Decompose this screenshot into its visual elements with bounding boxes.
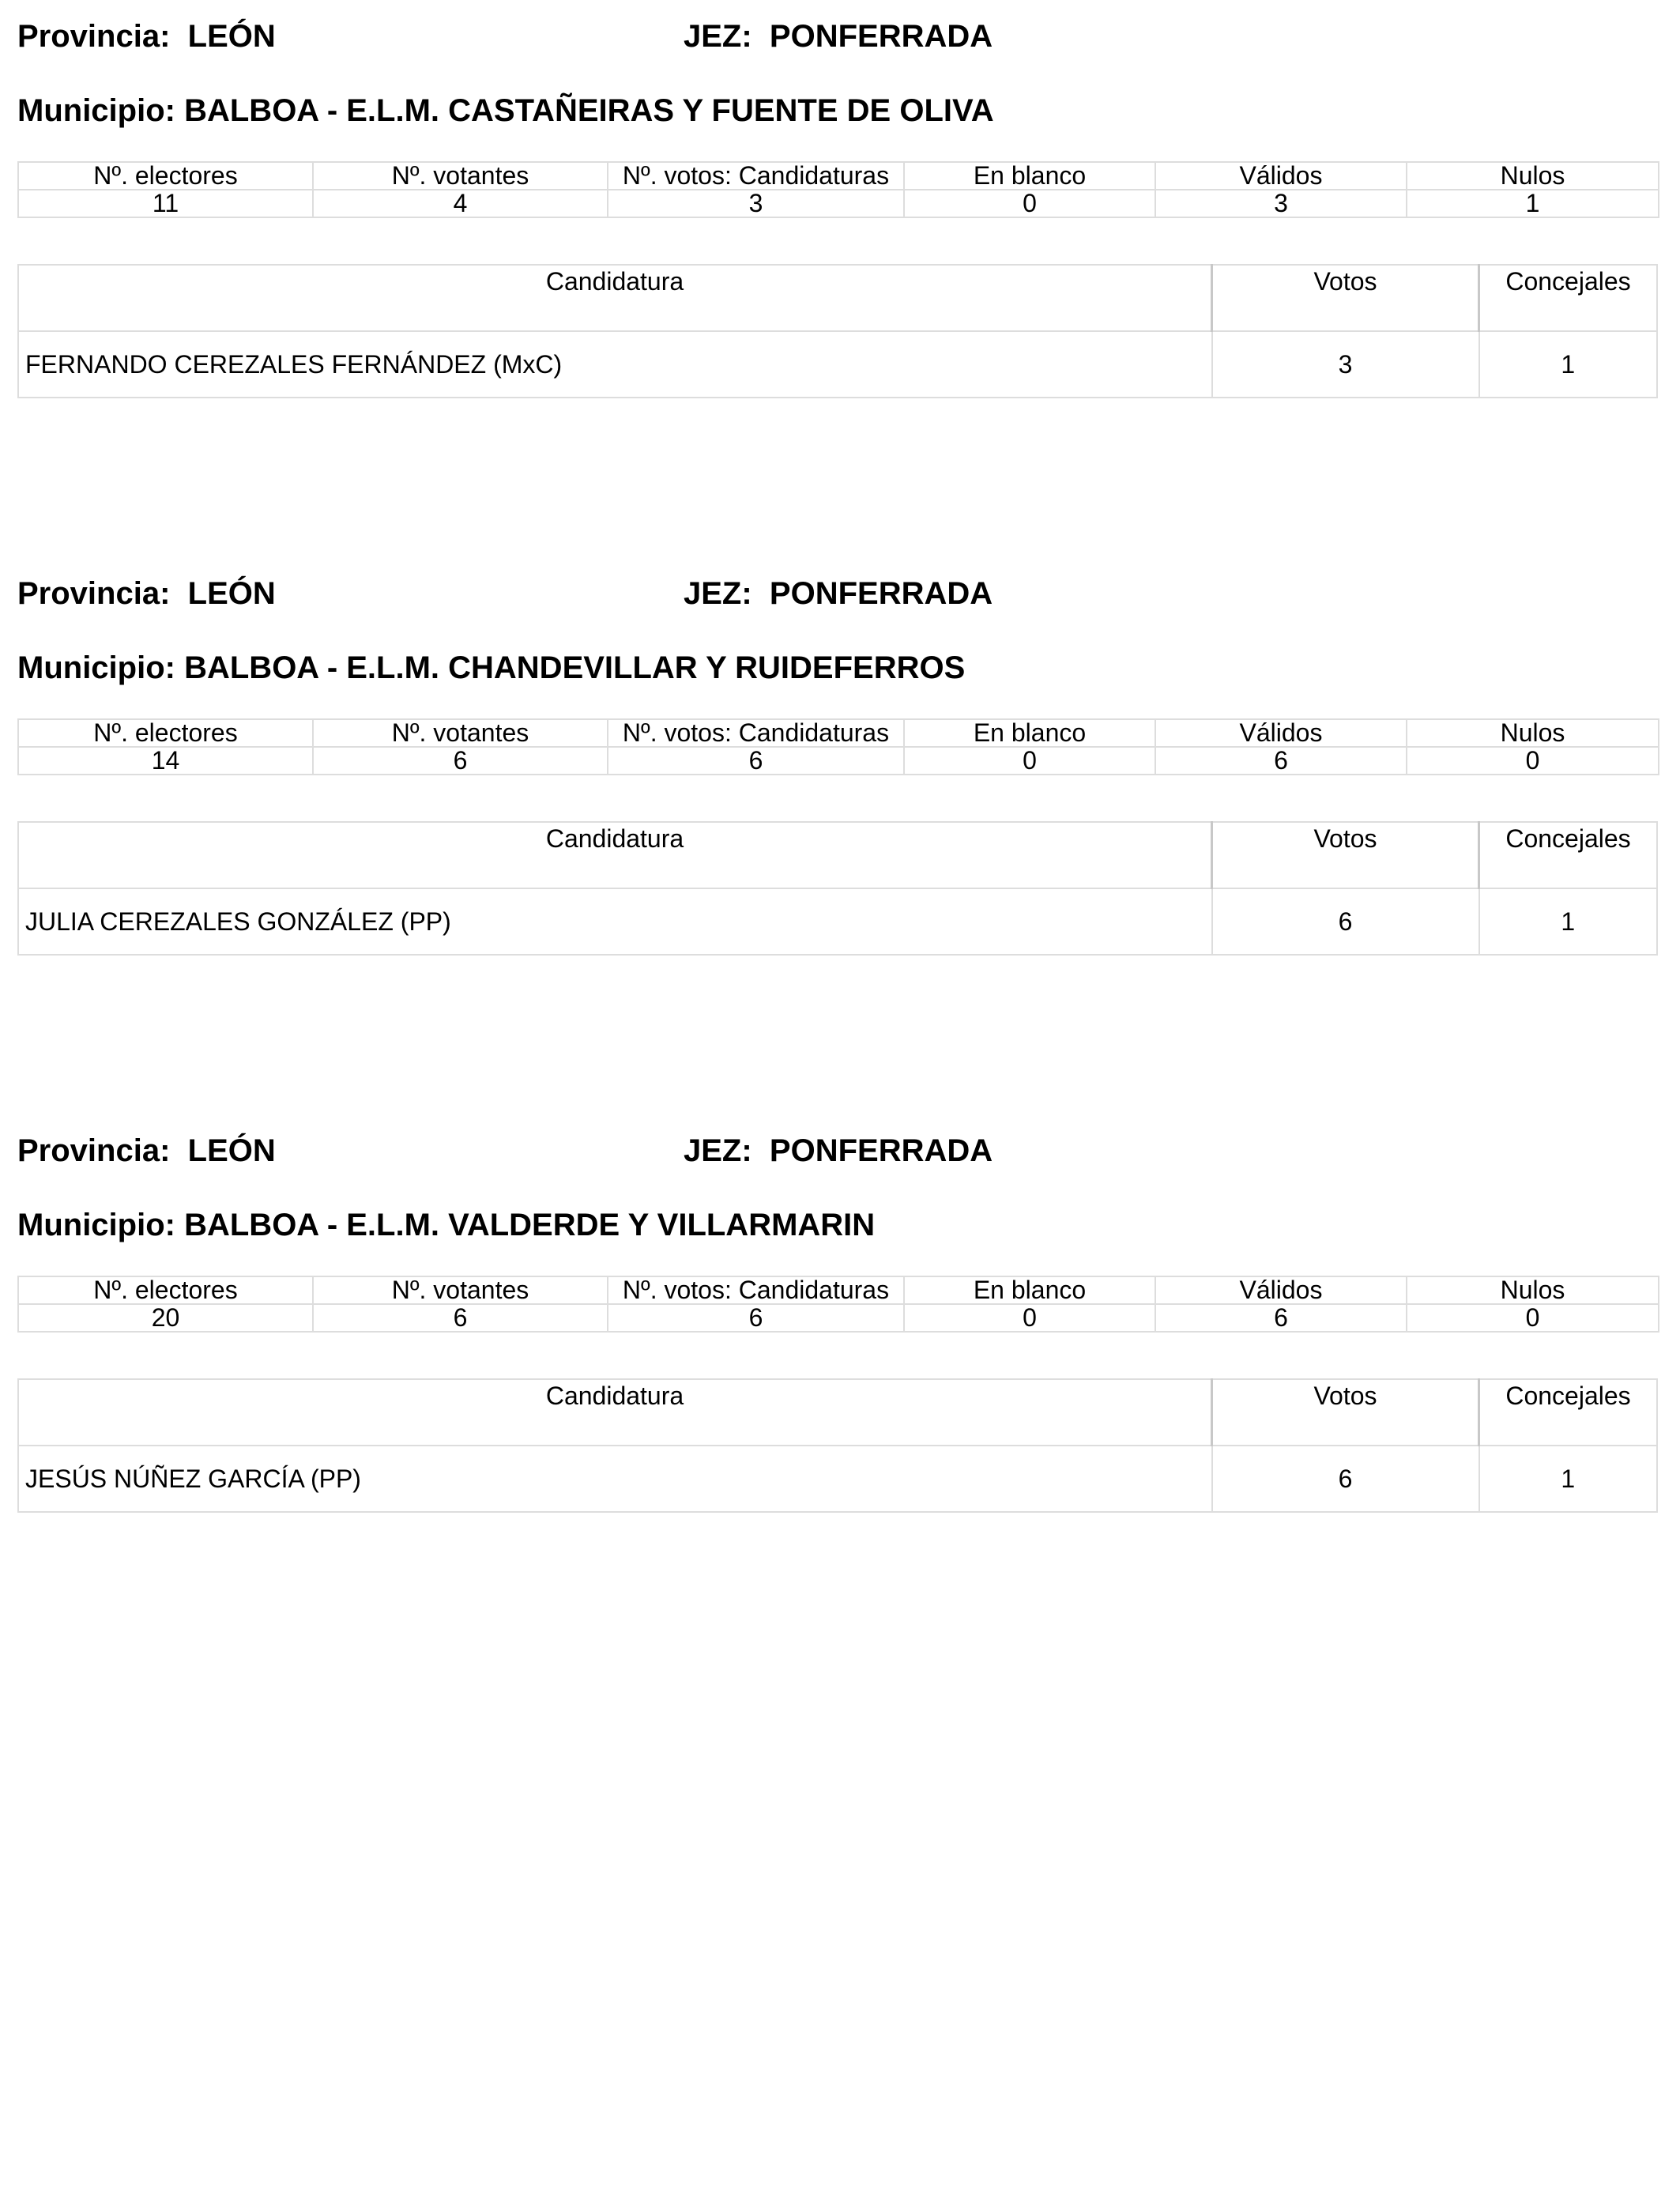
stats-value: 6 <box>608 1304 904 1332</box>
stats-value: 0 <box>904 190 1155 217</box>
votos-header: Votos <box>1212 265 1479 331</box>
stats-value: 3 <box>608 190 904 217</box>
jez-heading: JEZ: PONFERRADA <box>684 19 993 54</box>
municipio-heading: Municipio: BALBOA - E.L.M. CHANDEVILLAR Y RUIDEFERROS <box>17 650 966 685</box>
candidatura-header: Candidatura <box>18 1379 1212 1446</box>
votos-header: Votos <box>1212 1379 1479 1446</box>
stats-table <box>17 1276 1659 1333</box>
provincia-heading: Provincia: LEÓN <box>17 19 276 54</box>
candidates-header-row <box>18 265 1657 331</box>
provincia-value: LEÓN <box>187 19 276 54</box>
candidates-header-row <box>18 822 1657 888</box>
candidate-name: FERNANDO CEREZALES FERNÁNDEZ (MxC) <box>18 331 1212 398</box>
stats-header: Nulos <box>1407 1276 1659 1304</box>
candidate-votos: 3 <box>1212 331 1479 398</box>
concejales-header: Concejales <box>1479 822 1658 888</box>
stats-value: 0 <box>1407 747 1659 775</box>
stats-value: 6 <box>608 747 904 775</box>
candidate-concejales: 1 <box>1479 331 1658 398</box>
stats-header: Nº. votantes <box>313 162 608 190</box>
candidate-name: JULIA CEREZALES GONZÁLEZ (PP) <box>18 888 1212 955</box>
stats-header: Nº. electores <box>18 719 313 747</box>
stats-value-row <box>18 747 1659 775</box>
stats-value: 6 <box>313 747 608 775</box>
jez-value: PONFERRADA <box>769 576 993 611</box>
municipio-value: BALBOA - E.L.M. CASTAÑEIRAS Y FUENTE DE OLIVA <box>184 93 994 128</box>
stats-value: 6 <box>1155 1304 1407 1332</box>
candidates-header-row <box>18 1379 1657 1446</box>
candidate-concejales: 1 <box>1479 1446 1658 1512</box>
concejales-header: Concejales <box>1479 265 1658 331</box>
stats-value: 1 <box>1407 190 1659 217</box>
concejales-header: Concejales <box>1479 1379 1658 1446</box>
stats-header: Nº. votantes <box>313 719 608 747</box>
stats-value: 6 <box>1155 747 1407 775</box>
provincia-value: LEÓN <box>187 1133 276 1168</box>
jez-heading: JEZ: PONFERRADA <box>684 576 993 611</box>
provincia-value: LEÓN <box>187 576 276 611</box>
stats-value: 4 <box>313 190 608 217</box>
stats-value-row <box>18 1304 1659 1332</box>
provincia-heading: Provincia: LEÓN <box>17 576 276 611</box>
stats-value: 6 <box>313 1304 608 1332</box>
municipio-heading: Municipio: BALBOA - E.L.M. VALDERDE Y VILLARMARIN <box>17 1208 876 1242</box>
stats-header: Nulos <box>1407 719 1659 747</box>
votos-header: Votos <box>1212 822 1479 888</box>
candidatura-header: Candidatura <box>18 822 1212 888</box>
stats-header: Nº. electores <box>18 1276 313 1304</box>
jez-heading: JEZ: PONFERRADA <box>684 1133 993 1168</box>
stats-table <box>17 161 1659 218</box>
municipio-value: BALBOA - E.L.M. VALDERDE Y VILLARMARIN <box>184 1208 876 1242</box>
stats-header-row <box>18 719 1659 747</box>
stats-value-row <box>18 190 1659 217</box>
candidate-row <box>18 1446 1657 1512</box>
stats-header: En blanco <box>904 1276 1155 1304</box>
stats-header: Válidos <box>1155 162 1407 190</box>
stats-header: En blanco <box>904 162 1155 190</box>
candidates-table <box>17 821 1658 956</box>
candidate-votos: 6 <box>1212 888 1479 955</box>
stats-header: Nº. electores <box>18 162 313 190</box>
jez-value: PONFERRADA <box>769 19 993 54</box>
candidate-name: JESÚS NÚÑEZ GARCÍA (PP) <box>18 1446 1212 1512</box>
candidate-row <box>18 331 1657 398</box>
provincia-heading: Provincia: LEÓN <box>17 1133 276 1168</box>
stats-header: Nº. votantes <box>313 1276 608 1304</box>
candidates-table <box>17 264 1658 398</box>
municipio-heading: Municipio: BALBOA - E.L.M. CASTAÑEIRAS Y FUENTE DE OLIVA <box>17 93 994 128</box>
stats-value: 0 <box>1407 1304 1659 1332</box>
candidate-votos: 6 <box>1212 1446 1479 1512</box>
stats-table <box>17 718 1659 775</box>
stats-header: Nº. votos: Candidaturas <box>608 162 904 190</box>
stats-value: 0 <box>904 747 1155 775</box>
candidatura-header: Candidatura <box>18 265 1212 331</box>
stats-header-row <box>18 162 1659 190</box>
stats-header: En blanco <box>904 719 1155 747</box>
stats-value: 20 <box>18 1304 313 1332</box>
stats-header: Válidos <box>1155 719 1407 747</box>
candidates-table <box>17 1378 1658 1513</box>
municipio-value: BALBOA - E.L.M. CHANDEVILLAR Y RUIDEFERROS <box>184 650 966 685</box>
stats-value: 3 <box>1155 190 1407 217</box>
stats-header: Nº. votos: Candidaturas <box>608 719 904 747</box>
stats-value: 14 <box>18 747 313 775</box>
stats-value: 0 <box>904 1304 1155 1332</box>
stats-value: 11 <box>18 190 313 217</box>
jez-value: PONFERRADA <box>769 1133 993 1168</box>
stats-header-row <box>18 1276 1659 1304</box>
stats-header: Nulos <box>1407 162 1659 190</box>
stats-header: Nº. votos: Candidaturas <box>608 1276 904 1304</box>
candidate-concejales: 1 <box>1479 888 1658 955</box>
candidate-row <box>18 888 1657 955</box>
stats-header: Válidos <box>1155 1276 1407 1304</box>
